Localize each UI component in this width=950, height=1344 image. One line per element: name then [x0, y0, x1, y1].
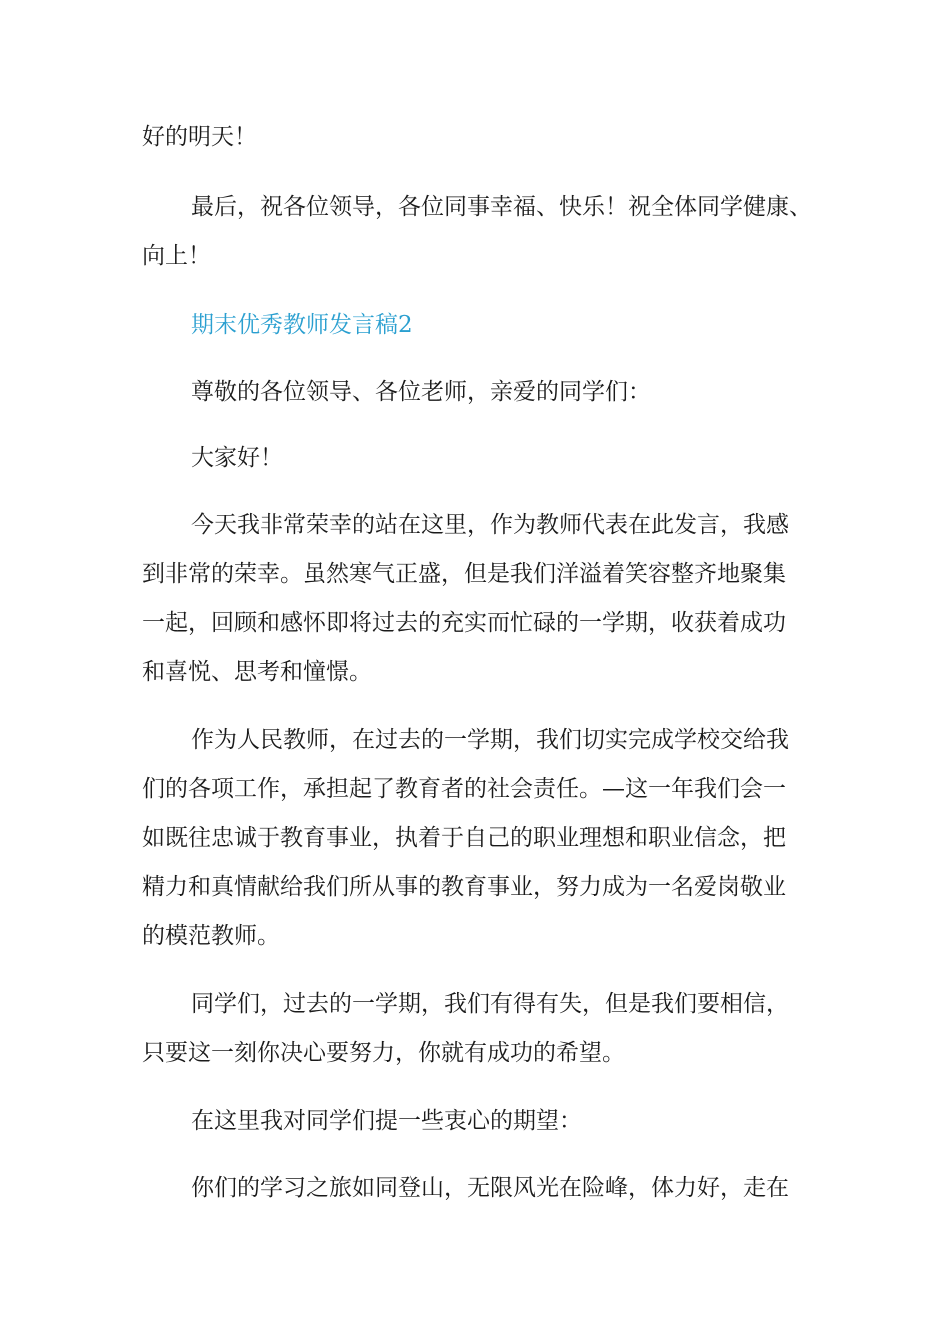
closing-paragraph-line: 最后，祝各位领导，各位同事幸福、快乐！祝全体同学健康、: [191, 194, 812, 220]
paragraph-line: 如既往忠诚于教育事业，执着于自己的职业理想和职业信念，把: [142, 825, 786, 851]
closing-paragraph-line: 向上！: [142, 243, 211, 269]
paragraph-line: 们的各项工作，承担起了教育者的社会责任。—这一年我们会一: [142, 776, 786, 802]
paragraph-line: 精力和真情献给我们所从事的教育事业，努力成为一名爱岗敬业: [142, 874, 786, 900]
closing-line: 好的明天！: [142, 124, 257, 150]
hello-line: 大家好！: [191, 445, 283, 471]
paragraph-line: 只要这一刻你决心要努力，你就有成功的希望。: [142, 1040, 625, 1066]
paragraph-line: 你们的学习之旅如同登山，无限风光在险峰，体力好，走在: [191, 1175, 789, 1201]
paragraph-line: 一起，回顾和感怀即将过去的充实而忙碌的一学期，收获着成功: [142, 610, 786, 636]
greeting-line: 尊敬的各位领导、各位老师，亲爱的同学们：: [191, 379, 651, 405]
paragraph-line: 作为人民教师，在过去的一学期，我们切实完成学校交给我: [191, 727, 789, 753]
paragraph-line: 在这里我对同学们提一些衷心的期望：: [191, 1108, 582, 1134]
paragraph-line: 到非常的荣幸。虽然寒气正盛，但是我们洋溢着笑容整齐地聚集: [142, 561, 786, 587]
section-title: 期末优秀教师发言稿2: [191, 312, 413, 338]
paragraph-line: 同学们，过去的一学期，我们有得有失，但是我们要相信，: [191, 991, 789, 1017]
paragraph-line: 今天我非常荣幸的站在这里，作为教师代表在此发言，我感: [191, 512, 789, 538]
paragraph-line: 和喜悦、思考和憧憬。: [142, 659, 372, 685]
paragraph-line: 的模范教师。: [142, 923, 280, 949]
